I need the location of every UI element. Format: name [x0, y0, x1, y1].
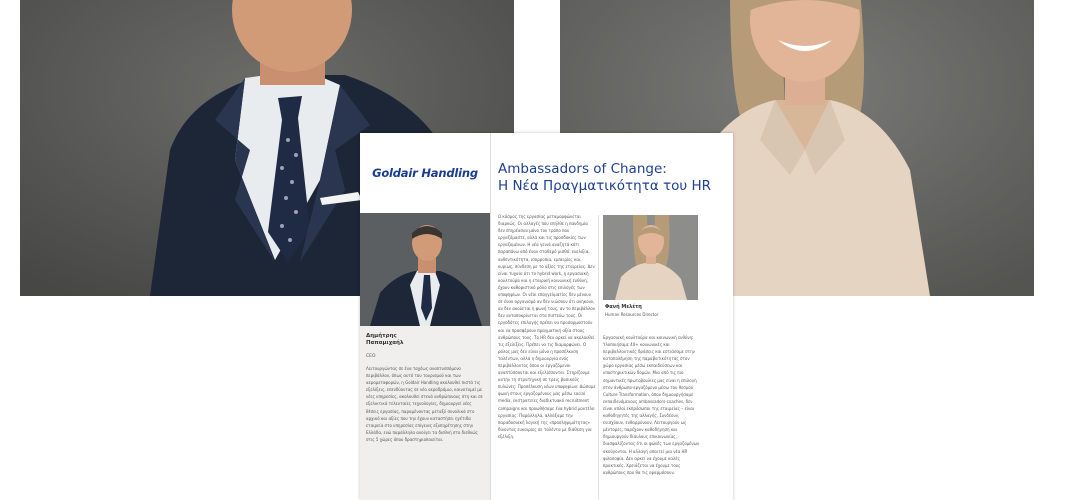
ceo-first-name: Δημήτρης [366, 333, 397, 339]
article-title-line1: Ambassadors of Change: [498, 161, 667, 177]
hr-director-photo [603, 215, 698, 300]
ceo-role: CEO [366, 354, 376, 359]
ceo-photo-illustration [360, 213, 490, 326]
ceo-last-name: Παπαμιχαήλ [366, 339, 404, 346]
article-title-line2: Η Νέα Πραγματικότητα του HR [498, 178, 712, 194]
spread-divider [490, 133, 491, 500]
ceo-name [366, 333, 403, 346]
magazine-spread [360, 133, 733, 500]
article-column-b: Εργασιακή κουλτούρα και κοινωνική ευθύνη: Υλοποιήσαμε 40+ κοινωνικές και περιβαλλοντικές δράσεις και εστιάσαμε στην καταπολέμηση της παραβατικότητας στον χώρο εργασίας μέσω εκπαιδεύσεων και υποστηρικτικών δομών. Μια από τις πιο σημαντικές πρωτοβουλίες μας είναι η επιλογή στον άνθρωπο-εργαζόμενο μέσω του θεσμού Culture Transformation, όπου δημιουργήσαμε εκπαιδευόμενους ambassadors-coaches, δεν είναι απλοί εκπρόσωποι της εταιρείας – είναι καθοδηγητές της αλλαγής. Συνδέουν, ενισχύουν, ενθαρρύνουν. Λειτουργούν ως μέντορες, παρέχουν καθοδήγηση και δημιουργούν δίαυλους επικοινωνίας, διασφαλίζοντας ότι οι φωνές των εργαζομένων ακούγονται. Η αλλαγή απαιτεί μια νέα HR φιλοσοφία. Δεν αρκεί να έχουμε καλές πρακτικές. Χρειάζεται να έχουμε τους ανθρώπους που θα τις εφαρμόσουν. [603, 335, 700, 475]
column-rule [598, 215, 599, 500]
goldair-logo: Goldair Handling [372, 166, 478, 180]
hr-director-name: Φανή Μελέτη [605, 304, 642, 310]
ceo-photo [360, 213, 490, 326]
article-title [498, 161, 728, 195]
hr-director-photo-illustration [603, 215, 698, 300]
article-column-a: Ο κόσμος της εργασίας μεταμορφώνεται διαρκώς. Οι αλλαγές που επήλθε η πανδημία δεν επηρέασαν μόνο τον τρόπο που εργαζόμαστε, αλλά και τις προσδοκίες των εργαζομένων. Η νέα γενιά αναζητά κάτι παραπάνω από έναν σταθερό μισθό: ευελιξία, αυθεντικότητα, ισορροπία, εμπειρίες και, κυρίως, σύνδεση με το αξίες της εταιρείας. Δεν είναι τυχαίο ότι το hybrid work, η εργασιακή κουλτούρα και η εταιρική κοινωνική ευθύνη, έχουν καθοριστικό ρόλο στις επιλογές των υποψηφίων. Οι νέοι επαγγελματίες δεν μένουν σε έναν οργανισμό αν δεν νιώσουν ότι ανήκουν, αν δεν ακούεται η φωνή τους, αν το περιβάλλον δεν ανταποκρίνεται στα πιστεύω τους. Οι εργοδότες επιλογής πρέπει να προσαρμοστούν και να προσφέρουν πραγματική αξία στους ανθρώπους τους. Το HR δεν αρκεί να ακολουθεί τις εξελίξεις. Πρέπει να τις διαμορφώνει. Ο ρόλος μας δεν είναι μόνο η προσέλκυση ταλέντων, αλλά η δημιουργία ενός περιβάλλοντος όπου οι εργαζόμενοι αναπτύσσονται και εξελίσσονται. Στηρίζουμε αυτήν τη στρατηγική σε τρεις βασικούς πυλώνες: Προσέλκυση νέων υποψηφίων: Δώσαμε φωνή στους εργαζομένους μας μέσω social media, εκστρατείες διαδικτυακό recruitment campaigns και προωθήσαμε ένα hybrid μοντέλο εργασίας. Παράλληλα, αλλάξαμε την παραδοσιακή λογική της «προσληψιμότητας» δίνοντας ευκαιρίες σε ταλέντα με διάθεση για εξέλιξη. [498, 214, 596, 439]
magazine-left-column [360, 133, 490, 500]
hr-director-role: Human Resources Director [605, 312, 659, 317]
ceo-intro-text: Λειτουργώντας σε ένα ταχέως αναπτυσσόμενο περιβάλλον, όπως αυτό του τουρισμού και των αερομεταφορών, η Goldair Handling ακολουθεί πιστά τις εξελίξεις, επενδύοντας σε νέο αεροδρόμιο, καινοτομεί με νέες υπηρεσίες, ακολουθεί στενά ανθρώπινους στη και σε εξελικτικά τελευταίες τεχνολογίες, δημιουργεί νέες θέσεις εργασίας, παραμένοντας μεταξύ συνολικά στο αρχικό και αξίες που την έχουν καταστήσει ηγέτιδα εταιρεία στο υπηρεσίας επίγειας εξυπηρέτησης στην Ελλάδα, ενώ παράλληλα ανοίγει τα διεθνή στο διεθνώς στις 5 χώρες όπου δραστηριοποιείται. [366, 366, 483, 442]
logo-band [360, 133, 490, 213]
